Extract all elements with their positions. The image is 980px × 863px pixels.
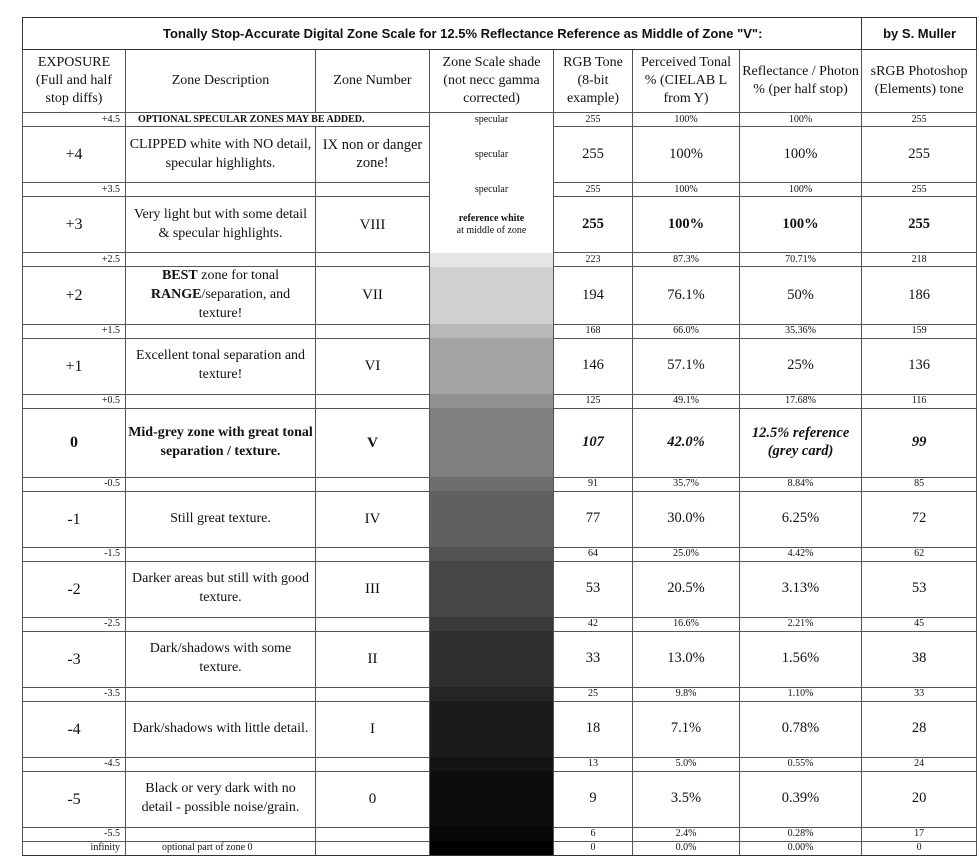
zone-description: Black or very dark with no detail - possible noise/grain. (126, 771, 316, 827)
zone-number (316, 394, 430, 408)
zone-number: VII (316, 267, 430, 325)
zone-shade-swatch (430, 561, 554, 617)
boundary-note (126, 687, 316, 701)
exposure-value: -1.5 (23, 547, 126, 561)
zone-description: CLIPPED white with NO detail, specular highlights. (126, 127, 316, 183)
zone-shade-swatch (430, 197, 554, 253)
boundary-note (126, 547, 316, 561)
cell-rgb: 77 (554, 491, 633, 547)
exposure-value: +1 (23, 338, 126, 394)
zone-shade-swatch (430, 477, 554, 491)
boundary-row (23, 827, 977, 841)
zone-shade-swatch (430, 324, 554, 338)
cell-perc: 100% (633, 113, 740, 127)
zone-row (23, 631, 977, 687)
zone-shade-swatch (430, 701, 554, 757)
cell-srgb: 24 (862, 757, 977, 771)
boundary-note (126, 827, 316, 841)
zone-shade-swatch (430, 547, 554, 561)
header-perceived: Perceived Tonal % (CIELAB L from Y) (633, 50, 740, 113)
cell-rgb: 13 (554, 757, 633, 771)
zone-shade-swatch (430, 338, 554, 394)
exposure-value: -5 (23, 771, 126, 827)
cell-perc: 25.0% (633, 547, 740, 561)
header-row (23, 50, 977, 113)
cell-srgb: 218 (862, 253, 977, 267)
zone-description: Excellent tonal separation and texture! (126, 338, 316, 394)
zone-shade-swatch (430, 757, 554, 771)
cell-srgb: 45 (862, 617, 977, 631)
cell-rgb: 255 (554, 183, 633, 197)
zone-row (23, 491, 977, 547)
zone-number: V (316, 408, 430, 477)
cell-refl: 1.10% (740, 687, 862, 701)
zone-number (316, 841, 430, 855)
zone-number (316, 687, 430, 701)
exposure-value: infinity (23, 841, 126, 855)
zone-shade-swatch (430, 183, 554, 197)
cell-rgb: 42 (554, 617, 633, 631)
zone-number (316, 477, 430, 491)
shade-label: reference white (458, 212, 525, 224)
zone-number (316, 183, 430, 197)
cell-refl: 25% (740, 338, 862, 394)
zone-scale-sheet (22, 17, 976, 858)
header-rgb: RGB Tone (8-bit example) (554, 50, 633, 113)
cell-srgb: 255 (862, 127, 977, 183)
exposure-value: +3 (23, 197, 126, 253)
exposure-value: -2.5 (23, 617, 126, 631)
exposure-value: -5.5 (23, 827, 126, 841)
boundary-note (126, 324, 316, 338)
zone-shade-swatch (430, 631, 554, 687)
cell-perc: 7.1% (633, 701, 740, 757)
boundary-row (23, 617, 977, 631)
cell-srgb: 186 (862, 267, 977, 325)
header-shade: Zone Scale shade (not necc gamma corrected) (430, 50, 554, 113)
cell-perc: 87.3% (633, 253, 740, 267)
cell-rgb: 6 (554, 827, 633, 841)
cell-refl: 6.25% (740, 491, 862, 547)
zone-shade-swatch (430, 127, 554, 183)
cell-refl: 0.55% (740, 757, 862, 771)
zone-number: II (316, 631, 430, 687)
boundary-note: OPTIONAL SPECULAR ZONES MAY BE ADDED. (126, 113, 430, 127)
desc-bold-range: RANGE (150, 286, 202, 302)
cell-refl: 70.71% (740, 253, 862, 267)
zone-row (23, 771, 977, 827)
zone-row (23, 197, 977, 253)
zone-number: III (316, 561, 430, 617)
boundary-row (23, 477, 977, 491)
cell-srgb: 159 (862, 324, 977, 338)
cell-rgb: 168 (554, 324, 633, 338)
boundary-row (23, 687, 977, 701)
author-credit: by S. Muller (862, 18, 977, 50)
zone-shade-swatch (430, 267, 554, 325)
zone-description: Dark/shadows with some texture. (126, 631, 316, 687)
cell-refl: 17.68% (740, 394, 862, 408)
cell-rgb: 53 (554, 561, 633, 617)
zone-row (23, 267, 977, 325)
cell-srgb: 136 (862, 338, 977, 394)
cell-rgb: 255 (554, 197, 633, 253)
cell-perc: 20.5% (633, 561, 740, 617)
zone-row (23, 338, 977, 394)
header-zone-number: Zone Number (316, 50, 430, 113)
header-description: Zone Description (126, 50, 316, 113)
exposure-value: -1 (23, 491, 126, 547)
cell-perc: 57.1% (633, 338, 740, 394)
boundary-row (23, 113, 977, 127)
zone-number (316, 757, 430, 771)
cell-refl: 100% (740, 127, 862, 183)
cell-refl: 0.39% (740, 771, 862, 827)
cell-srgb: 20 (862, 771, 977, 827)
desc-text-1: zone for tonal (197, 268, 280, 283)
cell-srgb: 116 (862, 394, 977, 408)
cell-refl: 0.78% (740, 701, 862, 757)
exposure-value: -4.5 (23, 757, 126, 771)
cell-perc: 16.6% (633, 617, 740, 631)
boundary-row (23, 253, 977, 267)
zone-shade-swatch (430, 617, 554, 631)
cell-rgb: 9 (554, 771, 633, 827)
shade-label: specular (474, 113, 509, 125)
zone-row (23, 127, 977, 183)
boundary-note (126, 617, 316, 631)
zone-shade-swatch (430, 408, 554, 477)
cell-rgb: 18 (554, 701, 633, 757)
cell-refl: 100% (740, 197, 862, 253)
cell-refl: 1.56% (740, 631, 862, 687)
boundary-note (126, 477, 316, 491)
zone-shade-swatch (430, 253, 554, 267)
cell-refl: 0.28% (740, 827, 862, 841)
boundary-note (126, 183, 316, 197)
boundary-note (126, 253, 316, 267)
cell-perc: 100% (633, 183, 740, 197)
boundary-note: optional part of zone 0 (126, 841, 316, 855)
zone-number (316, 324, 430, 338)
header-reflectance: Reflectance / Photon % (per half stop) (740, 50, 862, 113)
cell-refl: 12.5% reference (grey card) (740, 408, 862, 477)
boundary-row (23, 757, 977, 771)
cell-rgb: 146 (554, 338, 633, 394)
cell-rgb: 107 (554, 408, 633, 477)
zone-number: 0 (316, 771, 430, 827)
cell-perc: 100% (633, 197, 740, 253)
cell-srgb: 28 (862, 701, 977, 757)
cell-rgb: 91 (554, 477, 633, 491)
cell-rgb: 0 (554, 841, 633, 855)
cell-refl: 4.42% (740, 547, 862, 561)
cell-perc: 5.0% (633, 757, 740, 771)
cell-perc: 9.8% (633, 687, 740, 701)
cell-rgb: 64 (554, 547, 633, 561)
zone-shade-swatch (430, 771, 554, 827)
sheet-title: Tonally Stop-Accurate Digital Zone Scale for 12.5% Reflectance Reference as Middle of Zone "V": (23, 18, 862, 50)
zone-shade-swatch (430, 394, 554, 408)
cell-srgb: 53 (862, 561, 977, 617)
shade-sublabel: at middle of zone (456, 224, 527, 236)
zone-number (316, 547, 430, 561)
zone-description (126, 267, 316, 325)
exposure-value: -4 (23, 701, 126, 757)
boundary-row (23, 324, 977, 338)
zone-description: Darker areas but still with good texture. (126, 561, 316, 617)
cell-rgb: 223 (554, 253, 633, 267)
cell-refl: 3.13% (740, 561, 862, 617)
exposure-value: +2 (23, 267, 126, 325)
cell-rgb: 255 (554, 127, 633, 183)
cell-refl: 50% (740, 267, 862, 325)
cell-perc: 66.0% (633, 324, 740, 338)
cell-refl: 2.21% (740, 617, 862, 631)
zone-shade-swatch (430, 841, 554, 855)
zone-number (316, 617, 430, 631)
zone-number: VIII (316, 197, 430, 253)
zone-number (316, 253, 430, 267)
zone-row (23, 408, 977, 477)
title-row (23, 18, 977, 50)
boundary-note (126, 394, 316, 408)
zone-number: IV (316, 491, 430, 547)
exposure-value: +4.5 (23, 113, 126, 127)
header-exposure: EXPOSURE (Full and half stop diffs) (23, 50, 126, 113)
zone-scale-table (22, 17, 977, 856)
cell-refl: 100% (740, 113, 862, 127)
cell-srgb: 85 (862, 477, 977, 491)
cell-srgb: 17 (862, 827, 977, 841)
zone-shade-swatch (430, 113, 554, 127)
exposure-value: -2 (23, 561, 126, 617)
boundary-row (23, 547, 977, 561)
cell-perc: 30.0% (633, 491, 740, 547)
cell-perc: 42.0% (633, 408, 740, 477)
exposure-value: 0 (23, 408, 126, 477)
cell-perc: 49.1% (633, 394, 740, 408)
zone-description: Mid-grey zone with great tonal separation / texture. (126, 408, 316, 477)
exposure-value: +0.5 (23, 394, 126, 408)
zone-description: Dark/shadows with little detail. (126, 701, 316, 757)
zone-row (23, 561, 977, 617)
header-srgb: sRGB Photoshop (Elements) tone (862, 50, 977, 113)
cell-refl: 0.00% (740, 841, 862, 855)
cell-perc: 0.0% (633, 841, 740, 855)
exposure-value: -3.5 (23, 687, 126, 701)
desc-text-2: /separation, and texture! (198, 286, 291, 321)
cell-refl: 8.84% (740, 477, 862, 491)
cell-refl: 100% (740, 183, 862, 197)
exposure-value: -0.5 (23, 477, 126, 491)
cell-rgb: 194 (554, 267, 633, 325)
zone-shade-swatch (430, 687, 554, 701)
zone-number: VI (316, 338, 430, 394)
cell-srgb: 255 (862, 183, 977, 197)
cell-srgb: 62 (862, 547, 977, 561)
cell-perc: 76.1% (633, 267, 740, 325)
desc-bold-best: BEST (161, 268, 198, 283)
boundary-row (23, 841, 977, 855)
cell-rgb: 25 (554, 687, 633, 701)
exposure-value: +1.5 (23, 324, 126, 338)
zone-shade-swatch (430, 827, 554, 841)
exposure-value: +2.5 (23, 253, 126, 267)
cell-perc: 100% (633, 127, 740, 183)
exposure-value: +3.5 (23, 183, 126, 197)
cell-rgb: 125 (554, 394, 633, 408)
cell-perc: 2.4% (633, 827, 740, 841)
shade-label: specular (474, 183, 509, 195)
cell-refl: 35.36% (740, 324, 862, 338)
cell-srgb: 33 (862, 687, 977, 701)
boundary-row (23, 394, 977, 408)
cell-srgb: 255 (862, 113, 977, 127)
boundary-row (23, 183, 977, 197)
zone-number (316, 827, 430, 841)
exposure-value: -3 (23, 631, 126, 687)
boundary-note (126, 757, 316, 771)
cell-perc: 3.5% (633, 771, 740, 827)
cell-srgb: 38 (862, 631, 977, 687)
zone-number: I (316, 701, 430, 757)
cell-srgb: 0 (862, 841, 977, 855)
cell-srgb: 99 (862, 408, 977, 477)
cell-rgb: 33 (554, 631, 633, 687)
cell-srgb: 255 (862, 197, 977, 253)
zone-row (23, 701, 977, 757)
zone-shade-swatch (430, 491, 554, 547)
cell-rgb: 255 (554, 113, 633, 127)
zone-number: IX non or danger zone! (316, 127, 430, 183)
cell-perc: 35.7% (633, 477, 740, 491)
zone-description: Very light but with some detail & specular highlights. (126, 197, 316, 253)
shade-label: specular (474, 148, 509, 160)
exposure-value: +4 (23, 127, 126, 183)
cell-srgb: 72 (862, 491, 977, 547)
cell-perc: 13.0% (633, 631, 740, 687)
zone-description: Still great texture. (126, 491, 316, 547)
